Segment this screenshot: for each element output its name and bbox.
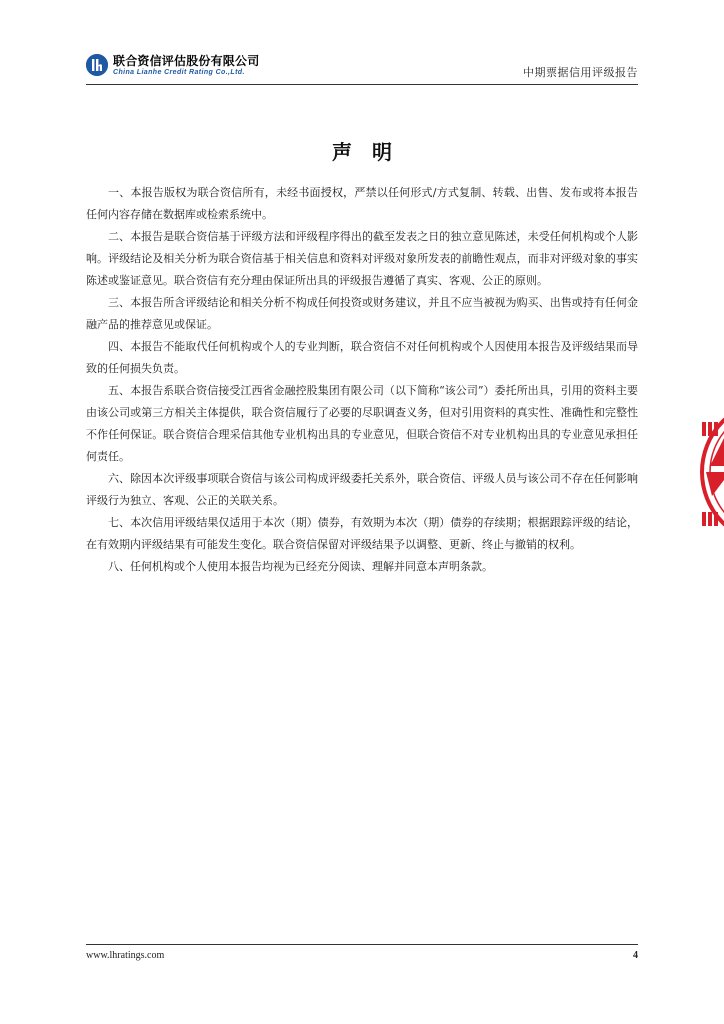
statement-paragraph-5: 五、本报告系联合资信接受江西省金融控股集团有限公司（以下简称“该公司”）委托所出具，引用的资料主要由该公司或第三方相关主体提供，联合资信履行了必要的尽职调查义务，但对引用资料的真实性、准确性和完整性不作任何保证。联合资信合理采信其他专业机构出具的专业意见，但联合资信不对专业机构出具的专业意见承担任何责任。: [86, 384, 638, 463]
statement-paragraph-4: 四、本报告不能取代任何机构或个人的专业判断，联合资信不对任何机构或个人因使用本报告及评级结果而导致的任何损失负责。: [86, 340, 638, 375]
company-seal-stamp: [700, 372, 724, 572]
logo-company-name-en: China Lianhe Credit Rating Co.,Ltd.: [113, 68, 245, 76]
logo-text: [113, 55, 259, 76]
report-type-label: 中期票据信用评级报告: [523, 66, 638, 79]
statement-body: [86, 182, 638, 578]
header-divider: [86, 84, 638, 85]
statement-paragraph-6: 六、除因本次评级事项联合资信与该公司构成评级委托关系外，联合资信、评级人员与该公司不存在任何影响评级行为独立、客观、公正的关联关系。: [86, 472, 638, 507]
statement-paragraph-7: 七、本次信用评级结果仅适用于本次（期）债券，有效期为本次（期）债券的存续期；根据跟踪评级的结论，在有效期内评级结果有可能发生变化。联合资信保留对评级结果予以调整、更新、终止与撤销的权利。: [86, 516, 638, 551]
statement-paragraph-1: 一、本报告版权为联合资信所有，未经书面授权，严禁以任何形式/方式复制、转载、出售、发布或将本报告任何内容存储在数据库或检索系统中。: [86, 186, 638, 221]
company-logo: [86, 52, 346, 78]
page-number: 4: [633, 950, 638, 961]
page-header: [86, 50, 638, 84]
footer-divider: [86, 944, 638, 945]
statement-paragraph-3: 三、本报告所含评级结论和相关分析不构成任何投资或财务建议，并且不应当被视为购买、出售或持有任何金融产品的推荐意见或保证。: [86, 296, 638, 331]
statement-paragraph-8: 八、任何机构或个人使用本报告均视为已经充分阅读、理解并同意本声明条款。: [108, 560, 493, 573]
logo-company-name-cn: 联合资信评估股份有限公司: [113, 53, 260, 68]
statement-paragraph-2: 二、本报告是联合资信基于评级方法和评级程序得出的截至发表之日的独立意见陈述，未受任何机构或个人影响。评级结论及相关分析为联合资信基于相关信息和资料对评级对象所发表的前瞻性观点，而非对评级对象的事实陈述或鉴证意见。联合资信有充分理由保证所出具的评级报告遵循了真实、客观、公正的原则。: [86, 230, 638, 287]
footer-website-link[interactable]: www.lhratings.com: [86, 950, 165, 961]
page-title: 声明: [332, 140, 412, 164]
lianhe-logo-icon: [86, 54, 108, 76]
